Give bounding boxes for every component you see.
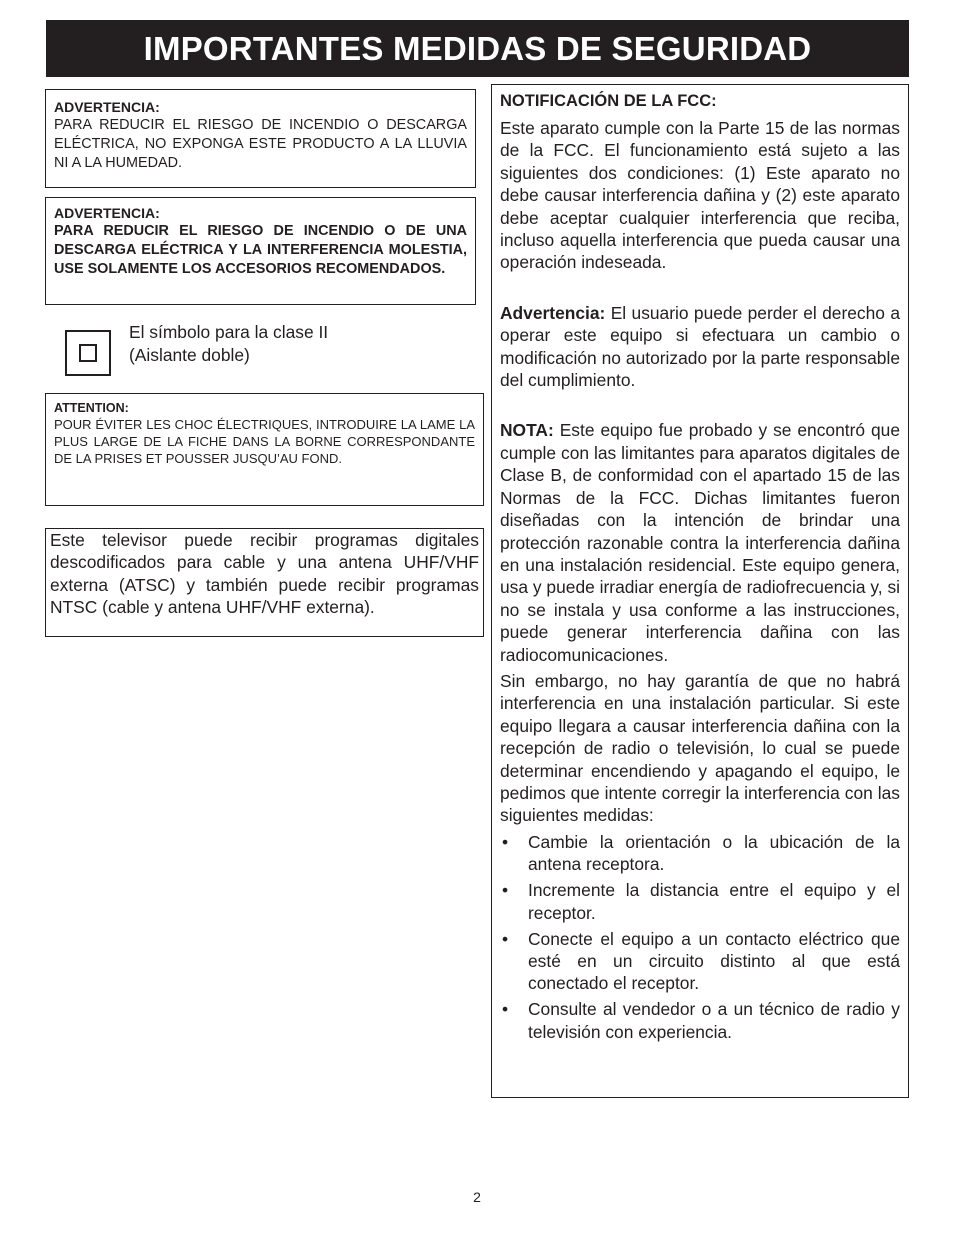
attention-text: POUR ÉVITER LES CHOC ÉLECTRIQUES, INTRODUIRE LA LAME LA PLUS LARGE DE LA FICHE DANS LA BORNE CORRESPONDANTE DE LA PRISES ET POUSSER JUSQU’AU FOND. [54, 417, 475, 466]
page-number: 2 [473, 1189, 481, 1205]
tv-info-text: Este televisor puede recibir programas digitales descodificados para cable y una antena UHF/VHF externa (ATSC) y también puede recibir programas NTSC (cable y antena UHF/VHF externa). [50, 530, 479, 618]
fcc-heading: NOTIFICACIÓN DE LA FCC: [500, 92, 717, 110]
warning-text: PARA REDUCIR EL RIESGO DE INCENDIO O DESCARGA ELÉCTRICA, NO EXPONGA ESTE PRODUCTO A LA LLUVIA NI A LA HUMEDAD. [54, 117, 467, 171]
list-item: • Consulte al vendedor o a un técnico de radio y televisión con experiencia. [502, 999, 900, 1042]
class-ii-line2: (Aislante doble) [129, 345, 250, 365]
fcc-warning-label: Advertencia: [500, 302, 606, 323]
class-ii-caption [129, 321, 389, 367]
warning-heading: ADVERTENCIA: [54, 99, 160, 115]
class-ii-line1: El símbolo para la clase II [129, 322, 329, 342]
fcc-paragraph-compliance: Este aparato cumple con la Parte 15 de las normas de la FCC. El funcionamiento está sujeto a las siguientes dos condiciones: (1) Este aparato no debe causar interferencia dañina y (2) este aparato debe aceptar cualquier interferencia que reciba, incluso aquella interferencia que pueda causar una operación indeseada. [500, 118, 900, 273]
fcc-paragraph-warning [500, 302, 900, 392]
fcc-note-label: NOTA: [500, 420, 554, 441]
tv-info-box [45, 528, 484, 637]
attention-heading: ATTENTION: [54, 401, 129, 415]
fcc-notice-box [491, 84, 909, 1098]
warning-box-accessories [45, 197, 476, 305]
fcc-note-text: Este equipo fue probado y se encontró que cumple con las limitantes para aparatos digitales de Clase B, de conformidad con el apartado 15 de las Normas de la FCC. Dichas limitantes fueron diseñadas con la intención de brindar una protección razonable contra la interferencia dañina en una instalación residencial. Este equipo genera, usa y puede irradiar energía de radiofrecuencia y, si no se instala y usa conforme a las instrucciones, puede generar interferencia dañina con las radiocomunicaciones. [500, 420, 900, 665]
fcc-paragraph-note [500, 419, 900, 665]
warning-text: PARA REDUCIR EL RIESGO DE INCENDIO O DE UNA DESCARGA ELÉCTRICA Y LA INTERFERENCIA MOLESTIA, USE SOLAMENTE LOS ACCESORIOS RECOMENDADOS. [54, 223, 467, 277]
double-square-icon [65, 330, 111, 376]
page-title: IMPORTANTES MEDIDAS DE SEGURIDAD [46, 20, 909, 77]
warning-box-rain [45, 89, 476, 188]
warning-heading: ADVERTENCIA: [54, 205, 160, 221]
attention-box [45, 393, 484, 506]
fcc-measures-list [500, 831, 900, 1043]
list-item: • Incremente la distancia entre el equipo y el receptor. [502, 880, 900, 923]
fcc-warning-text: El usuario puede perder el derecho a operar este equipo si efectuara un cambio o modificación no autorizado por la parte responsable del cumplimiento. [500, 302, 900, 391]
list-item: • Conecte el equipo a un contacto eléctrico que esté en un circuito distinto al que está conectado el receptor. [502, 928, 900, 994]
list-item: • Cambie la orientación o la ubicación de la antena receptora. [502, 831, 900, 875]
fcc-paragraph-measures: Sin embargo, no hay garantía de que no habrá interferencia en una instalación particular. Si este equipo llegara a causar interferencia dañina con la recepción de radio o televisión, lo cual se puede determinar encendiendo y apagando el equipo, le pedimos que intente corregir la interferencia con las siguientes medidas: [500, 670, 900, 826]
